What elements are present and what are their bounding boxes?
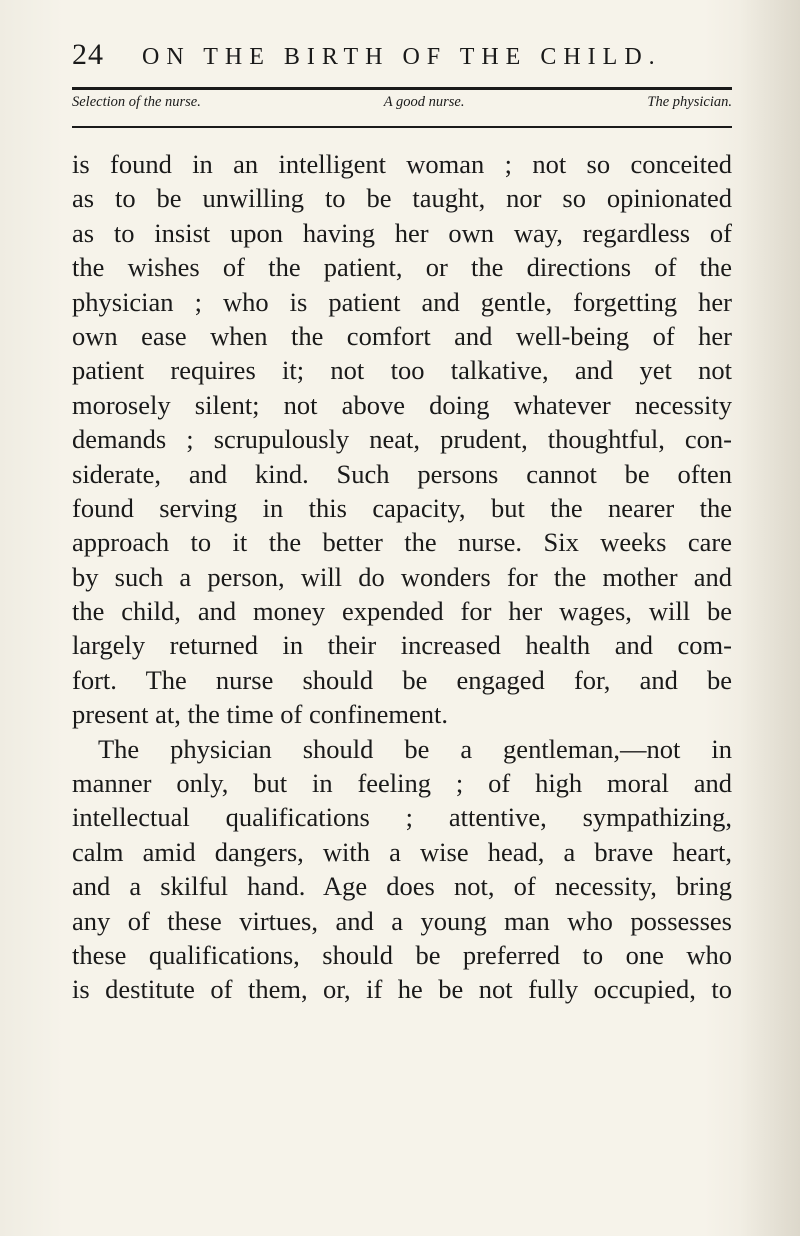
text-line: intellectual qualifications ; attentive, sympathizing, [72, 802, 732, 833]
side-notes-rule [72, 126, 732, 128]
text-line: physician ; who is patient and gentle, forgetting her [72, 286, 732, 317]
text-line: these qualifications, should be preferred to one who [72, 939, 732, 970]
side-note-good-nurse: A good nurse. [383, 94, 465, 110]
text-line: and a skilful hand. Age does not, of necessity, bring [72, 871, 732, 902]
text-line: is found in an intelligent woman ; not so conceited [72, 149, 732, 179]
side-notes [72, 94, 732, 118]
text-line: the wishes of the patient, or the directions of the [72, 252, 732, 283]
text-line: found serving in this capacity, but the nearer the [72, 492, 732, 523]
text-line: manner only, but in feeling ; of high moral and [72, 768, 732, 799]
header-rule [72, 87, 732, 90]
text-line: fort. The nurse should be engaged for, and be [72, 664, 732, 695]
side-note-selection: Selection of the nurse. [72, 94, 201, 110]
text-line: as to insist upon having her own way, regardless of [72, 217, 732, 248]
text-line: calm amid dangers, with a wise head, a brave heart, [72, 836, 732, 867]
text-line: as to be unwilling to be taught, nor so opinionated [72, 183, 732, 214]
text-line: by such a person, will do wonders for the mother and [72, 561, 732, 592]
text-line: patient requires it; not too talkative, and yet not [72, 355, 732, 386]
text-line: The physician should be a gentleman,—not in [98, 733, 732, 764]
body-text [72, 147, 732, 1007]
text-line: any of these virtues, and a young man who possesses [72, 905, 732, 936]
text-line: own ease when the comfort and well-being of her [72, 320, 732, 351]
text-line: is destitute of them, or, if he be not fully occupied, to [72, 974, 732, 1005]
page-edge-shadow [740, 0, 800, 1236]
text-line: present at, the time of confinement. [72, 699, 449, 730]
running-head [72, 38, 732, 78]
text-line: approach to it the better the nurse. Six weeks care [72, 527, 732, 558]
text-line: morosely silent; not above doing whatever necessity [72, 389, 732, 420]
text-line: the child, and money expended for her wages, will be [72, 596, 732, 627]
text-line: demands ; scrupulously neat, prudent, thoughtful, con- [72, 424, 732, 455]
running-title: ON THE BIRTH OF THE CHILD. [142, 44, 662, 70]
text-line: siderate, and kind. Such persons cannot be often [72, 458, 732, 489]
text-line: largely returned in their increased health and com- [72, 630, 732, 661]
side-note-physician: The physician. [647, 94, 732, 110]
page-number: 24 [72, 38, 104, 71]
